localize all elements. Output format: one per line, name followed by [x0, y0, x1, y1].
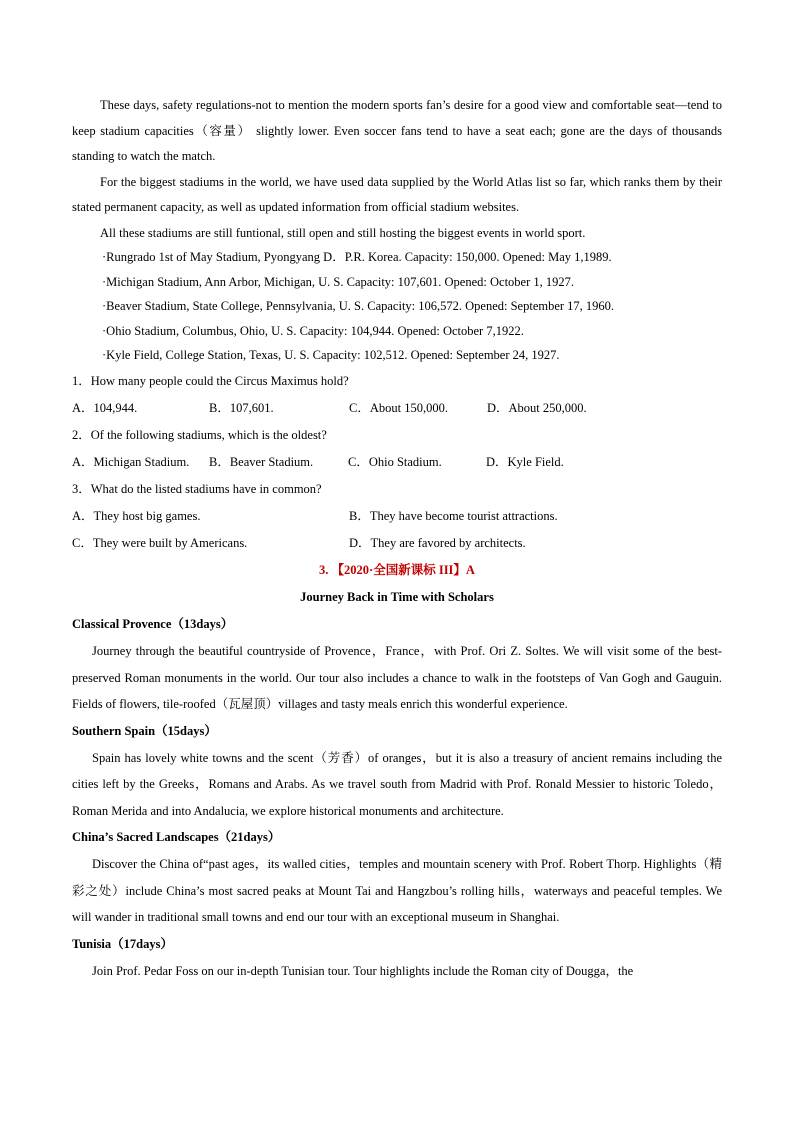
question-stem: 3．What do the listed stadiums have in common? [72, 482, 322, 497]
tour-body: Discover the China of“past ages，its walled cities，temples and mountain scenery with Prof. Robert Thorp. Highlights（精彩之处）include China’s most sacred peaks at Mount Tai and Hangzbou’s rolling hills，waterways and peaceful temples. We will wander in traditional small towns and end our tour with an exceptional museum in Shanghai. [72, 857, 722, 925]
list-item: ·Rungrado 1st of May Stadium, Pyongyang D．P.R. Korea. Capacity: 150,000. Opened: May 1,1989. [102, 250, 612, 265]
question-1 [72, 368, 722, 422]
question-stem: 1．How many people could the Circus Maximus hold? [72, 374, 349, 389]
option-b: B．107,601. [209, 401, 274, 416]
option-d: D．They are favored by architects. [349, 536, 526, 551]
question-options [72, 395, 722, 422]
question-stem: 2．Of the following stadiums, which is the oldest? [72, 428, 327, 443]
option-c: C．Ohio Stadium. [348, 455, 442, 470]
document-page [72, 93, 722, 984]
list-item: ·Ohio Stadium, Columbus, Ohio, U. S. Capacity: 104,944. Opened: October 7,1922. [102, 323, 524, 338]
tour-heading: Southern Spain（15days） [72, 723, 217, 738]
tour-tunisia [72, 931, 722, 985]
option-a: A．They host big games. [72, 509, 201, 524]
option-d: D．Kyle Field. [486, 455, 564, 470]
option-d: D．About 250,000. [487, 401, 587, 416]
option-b: B．They have become tourist attractions. [349, 509, 558, 524]
question-options [72, 449, 722, 476]
question-options-row-1 [72, 503, 722, 530]
list-item: ·Beaver Stadium, State College, Pennsylvania, U. S. Capacity: 106,572. Opened: September 17, 1960. [102, 299, 615, 314]
stadium-list [72, 245, 722, 368]
tour-body: Spain has lovely white towns and the scent（芳香）of oranges，but it is also a treasury of ancient remains including the cities left by the Greeks，Romans and Arabs. As we travel south from Madrid with Prof. Ronald Messier to historic Toledo，Roman Merida and into Andalucia, we explore historical monuments and architecture. [72, 750, 722, 818]
tour-china [72, 824, 722, 931]
question-2 [72, 422, 722, 476]
tour-heading: Classical Provence（13days） [72, 617, 234, 632]
option-b: B．Beaver Stadium. [209, 455, 314, 470]
intro-paragraph-1: These days, safety regulations-not to mention the modern sports fan’s desire for a good view and comfortable seat—tend to keep stadium capacities（容量） slightly lower. Even soccer fans tend to have a seat each; gone are the days of thousands standing to watch the match. [72, 98, 722, 163]
section-label: 3. 【2020·全国新课标 III】A [319, 563, 475, 578]
question-3 [72, 476, 722, 557]
option-a: A．Michigan Stadium. [72, 455, 190, 470]
tour-body: Journey through the beautiful countryside of Provence，France，with Prof. Ori Z. Soltes. We will visit some of the best-preserved Roman monuments in the world. Our tour also includes a chance to walk in the footsteps of Van Gogh and Gauguin. Fields of flowers, tile-roofed（瓦屋顶）villages and tasty meals enrich this wonderful experience. [72, 644, 722, 712]
tour-spain [72, 718, 722, 825]
tour-heading: China’s Sacred Landscapes（21days） [72, 830, 281, 845]
intro-paragraph-2: For the biggest stadiums in the world, we have used data supplied by the World Atlas list so far, which ranks them by their stated permanent capacity, as well as updated information from official stadium websites. [72, 174, 722, 214]
tour-heading: Tunisia（17days） [72, 936, 173, 951]
option-c: C．About 150,000. [349, 401, 448, 416]
list-item: ·Kyle Field, College Station, Texas, U. S. Capacity: 102,512. Opened: September 24, 1927. [102, 348, 560, 363]
intro-paragraph-3: All these stadiums are still funtional, still open and still hosting the biggest events in world sport. [100, 225, 586, 240]
tour-body: Join Prof. Pedar Foss on our in-depth Tunisian tour. Tour highlights include the Roman city of Dougga，the [92, 963, 634, 978]
passage-title: Journey Back in Time with Scholars [300, 590, 494, 605]
option-a: A．104,944. [72, 401, 138, 416]
question-options-row-2 [72, 530, 722, 557]
option-c: C．They were built by Americans. [72, 536, 248, 551]
tour-provence [72, 611, 722, 718]
list-item: ·Michigan Stadium, Ann Arbor, Michigan, U. S. Capacity: 107,601. Opened: October 1, 1927. [102, 274, 575, 289]
